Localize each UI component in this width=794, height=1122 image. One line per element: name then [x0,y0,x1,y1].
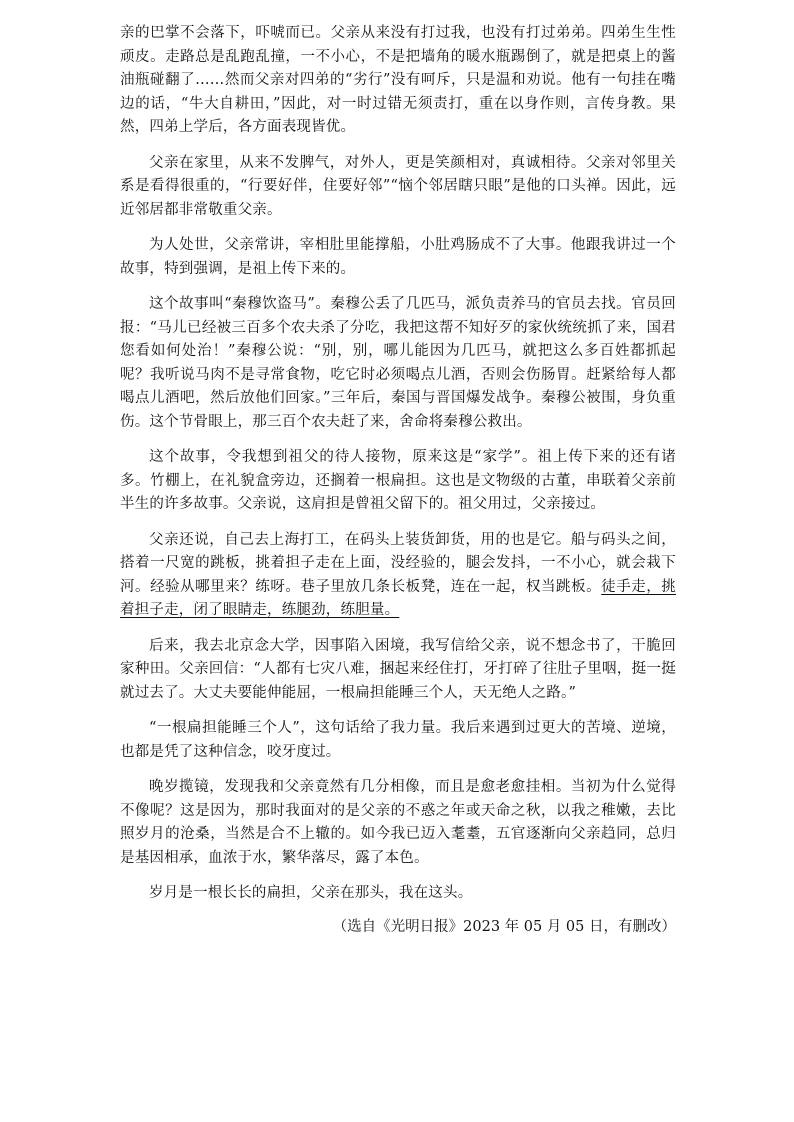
paragraph-3: 为人处世，父亲常讲，宰相肚里能撑船，小肚鸡肠成不了大事。他跟我讲过一个故事，特到强调，是祖上传下来的。 [120,237,676,277]
paragraph-1: 亲的巴掌不会落下，吓唬而已。父亲从来没有打过我，也没有打过弟弟。四弟生生性顽皮。走路总是乱跑乱撞，一不小心，不是把墙角的暖水瓶踢倒了，就是把桌上的酱油瓶碰翻了……然而父亲对四弟的“劣行”没有呵斥，只是温和劝说。他有一句挂在嘴边的话，“牛大自耕田，”因此，对一时过错无须责打，重在以身作则，言传身教。果然，四弟上学后，各方面表现皆优。 [120,25,676,135]
paragraph-7: 后来，我去北京念大学，因事陷入困境，我写信给父亲，说不想念书了，干脆回家种田。父亲回信：“人都有七灾八难，捆起来经住打，牙打碎了往肚子里咽，挺一挺就过去了。大丈夫要能伸能屈，一根扁担能睡三个人，天无绝人之路。” [120,637,676,701]
paragraph-10: 岁月是一根长长的扁担，父亲在那头，我在这头。 [149,885,473,901]
paragraph-2: 父亲在家里，从来不发脾气，对外人，更是笑颜相对，真诚相待。父亲对邻里关系是看得很重的，“行要好伴，住要好邻”“恼个邻居瞎只眼”是他的口头禅。因此，远近邻居都非常敬重父亲。 [120,154,676,218]
source-citation: （选自《光明日报》2023 年 05 月 05 日，有删改） [332,918,676,935]
paragraph-5: 这个故事，令我想到祖父的待人接物，原来这是“家学”。祖上传下来的还有诸多。竹棚上，在礼貌盒旁边，还搁着一根扁担。这也是文物级的古董，串联着父亲前半生的许多故事。父亲说，这肩担是曾祖父留下的。祖父用过，父亲接过。 [120,449,676,512]
underlined-sentence: 徒手走，挑着担子走，闭了眼睛走，练腿劲，练胆量。 [120,578,676,618]
paragraph-4: 这个故事叫“秦穆饮盗马”。秦穆公丢了几匹马，派负责养马的官员去找。官员回报：“马儿已经被三百多个农夫杀了分吃，我把这帮不知好歹的家伙统统抓了来，国君您看如何处治！”秦穆公说：“别，别，哪儿能因为几匹马，就把这么多百姓都抓起呢？我听说马肉不是寻常食物，吃它时必须喝点儿酒，否则会伤肠胃。赶紧给每人都喝点儿酒吧，然后放他们回家。”三年后，秦国与晋国爆发战争。秦穆公被围，身负重伤。这个节骨眼上，那三百个农夫赶了来，舍命将秦穆公救出。 [120,296,676,430]
article-page [120,22,676,939]
paragraph-9: 晚岁揽镜，发现我和父亲竟然有几分相像，而且是愈老愈挂相。当初为什么觉得不像呢？这是因为，那时我面对的是父亲的不惑之年或天命之秋，以我之稚嫩，去比照岁月的沧桑，当然是合不上辙的。如今我已迈入耄耋，五官逐渐向父亲趋同，总归是基因相承，血浓于水，繁华落尽，露了本色。 [120,779,676,866]
paragraph-6 [120,529,676,623]
paragraph-8: “一根扁担能睡三个人”，这句话给了我力量。我后来遇到过更大的苦境、逆境，也都是凭了这种信念，咬牙度过。 [120,720,676,760]
paragraph-6-text: 父亲还说，自己去上海打工，在码头上装货卸货，用的也是它。船与码头之间，搭着一尺宽的跳板，挑着担子走在上面，没经验的，腿会发抖，一不小心，就会栽下河。经验从哪里来？练呀。巷子里放几条长板凳，连在一起，权当跳板。 [120,531,676,595]
